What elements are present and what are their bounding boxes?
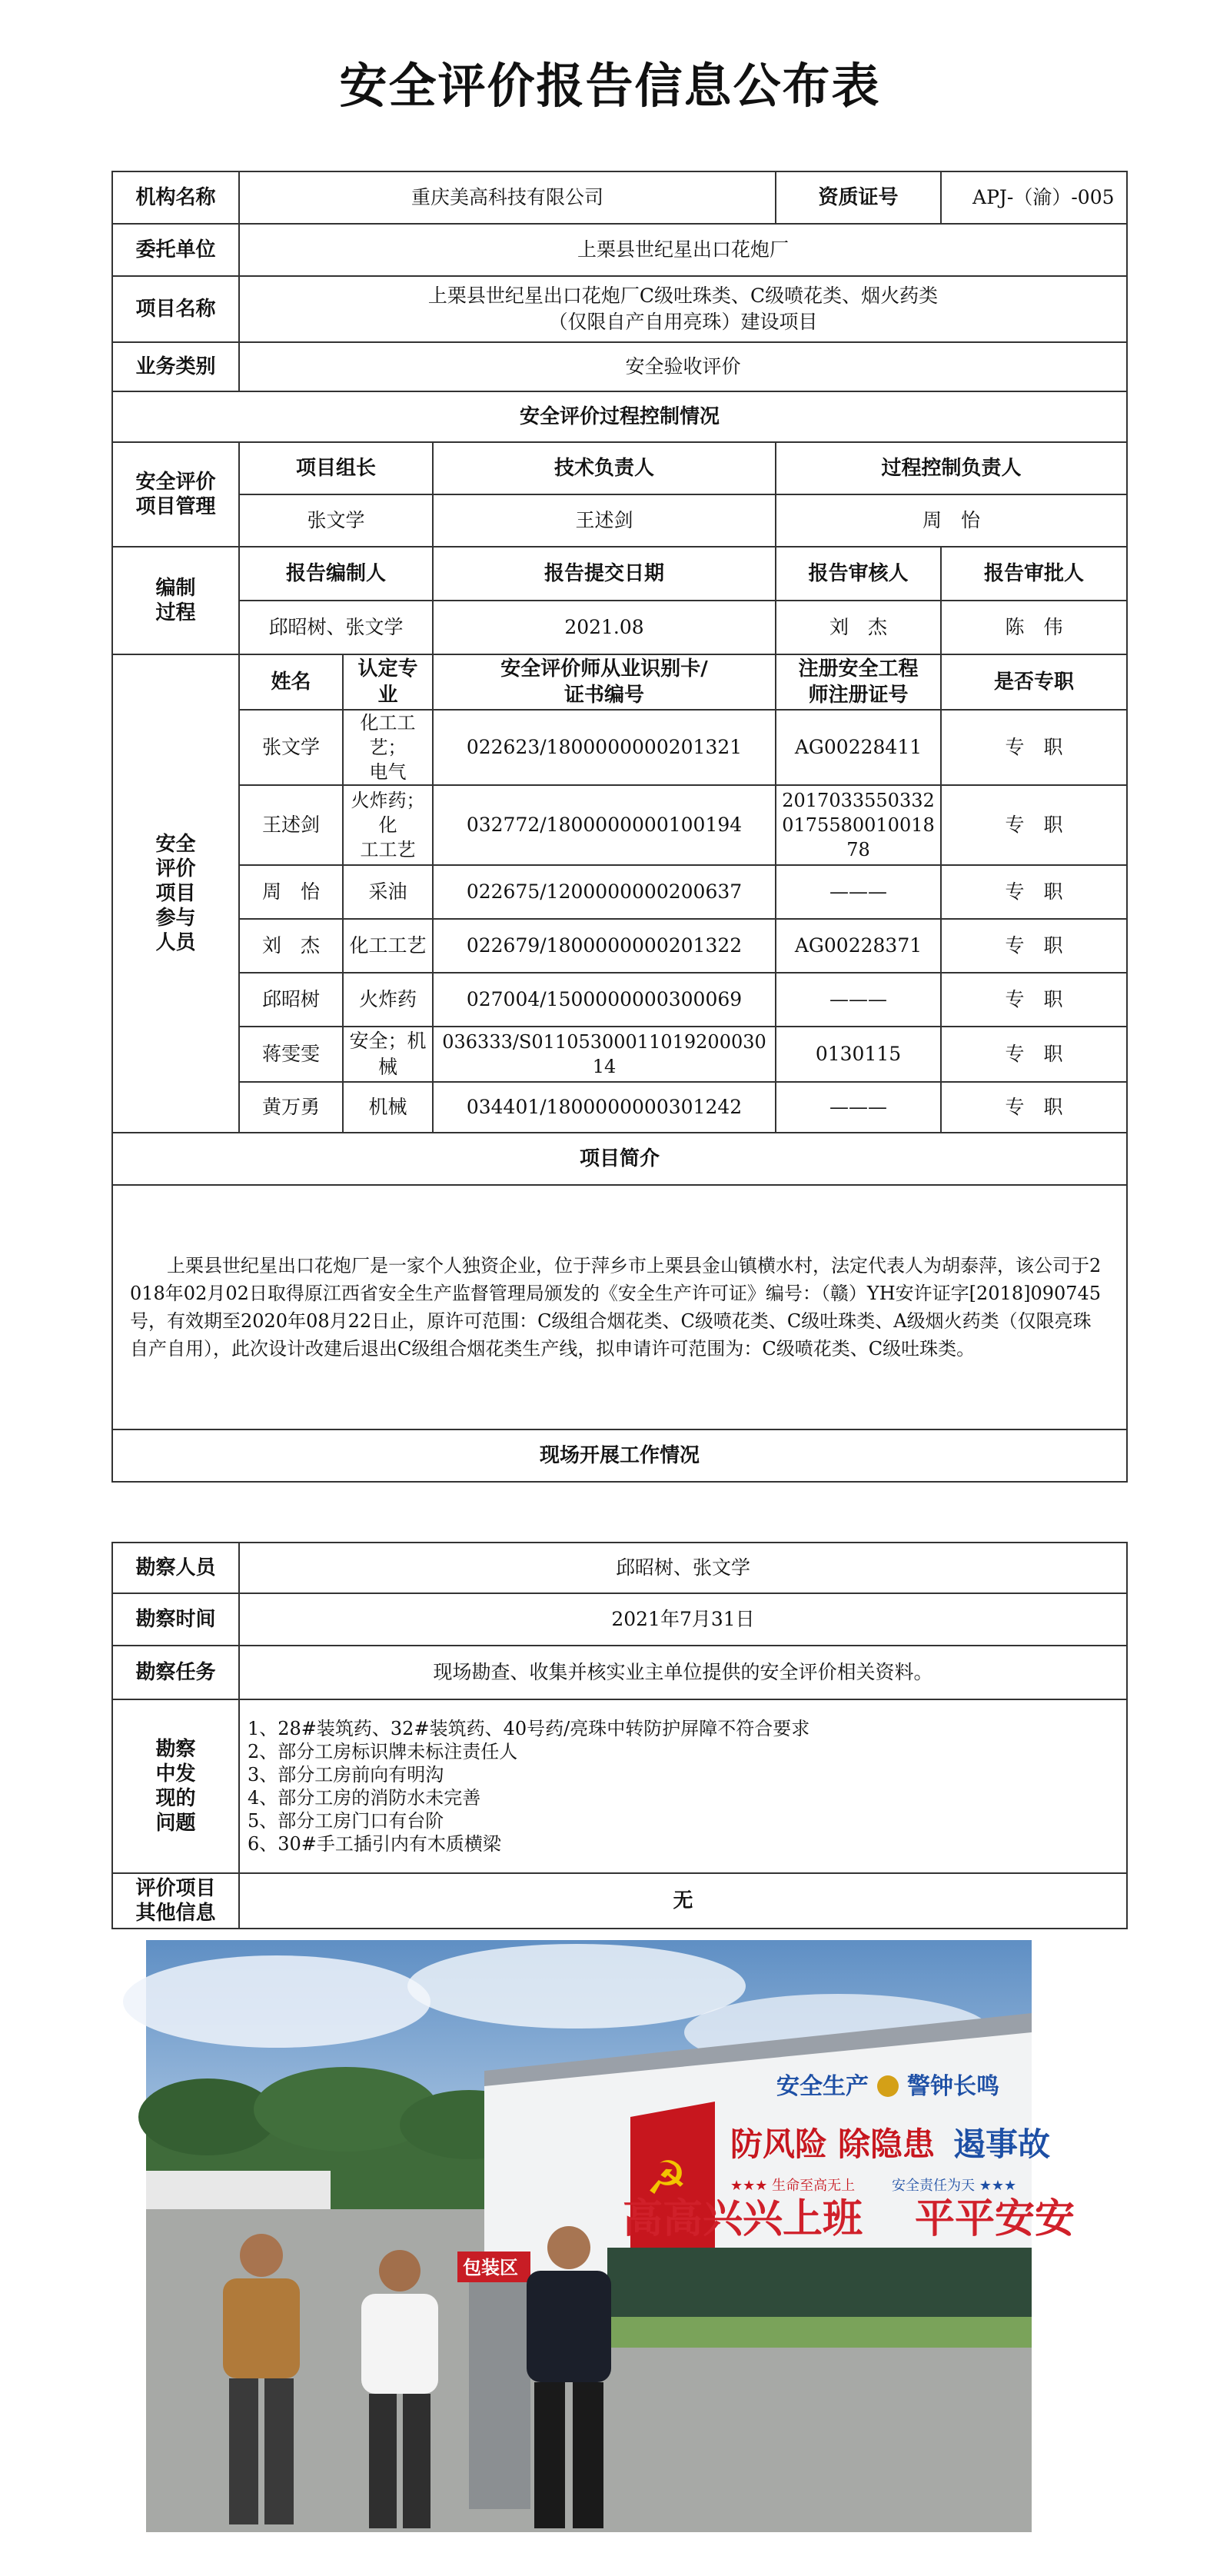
list-item: 2、部分工房标识牌未标注责任人 — [248, 1741, 518, 1762]
compile-author: 邱昭树、张文学 — [239, 601, 433, 654]
business-value: 安全验收评价 — [239, 342, 1127, 391]
person-cert: 032772/1800000000100194 — [433, 785, 776, 865]
personnel-label-3: 项目 — [155, 882, 196, 905]
personnel-header-reg-line-1: 注册安全工程 — [798, 657, 919, 681]
list-item: 5、部分工房门口有台阶 — [248, 1810, 444, 1832]
person-major-line-2: 电气 — [369, 761, 407, 783]
org-name-label: 机构名称 — [112, 171, 239, 224]
project-label: 项目名称 — [112, 276, 239, 342]
compile-label-line-1: 编制 — [155, 577, 196, 600]
list-item: 6、30#手工插引内有木质横梁 — [248, 1833, 501, 1855]
person-fulltime: 专 职 — [941, 1027, 1127, 1082]
fence — [607, 2248, 1032, 2317]
intro-body — [112, 1185, 1127, 1429]
compile-header-approver: 报告审批人 — [941, 547, 1127, 601]
personnel-header-cert-line-1: 安全评价师从业识别卡/ — [500, 657, 708, 681]
person-cert: 022623/1800000000201321 — [433, 710, 776, 785]
project-line-2: （仅限自产自用亮珠）建设项目 — [548, 311, 818, 333]
management-label-line-2: 项目管理 — [135, 495, 216, 518]
personnel-header-cert-line-2: 证书编号 — [564, 684, 645, 707]
page-title: 安全评价报告信息公布表 — [339, 58, 881, 114]
list-item: 1、28#装筑药、32#装筑药、40号药/亮珠中转防护屏障不符合要求 — [248, 1718, 810, 1739]
personnel-label-4: 参与 — [155, 907, 196, 930]
compile-date: 2021.08 — [433, 601, 776, 654]
client-value: 上栗县世纪星出口花炮厂 — [239, 224, 1127, 276]
project-line-1: 上栗县世纪星出口花炮厂C级吐珠类、C级喷花类、烟火药类 — [427, 285, 939, 307]
sign-title-2: 警钟长鸣 — [907, 2073, 999, 2100]
compile-header-author: 报告编制人 — [239, 547, 433, 601]
person-major — [343, 710, 433, 785]
person-major-line-1: 火炸药；化 — [351, 790, 425, 836]
person-major: 火炸药 — [343, 973, 433, 1027]
cloud — [407, 1944, 746, 2029]
survey-time-label: 勘察时间 — [112, 1593, 239, 1646]
person-reg: AG00228411 — [776, 710, 941, 785]
mgmt-header-process: 过程控制负责人 — [776, 442, 1127, 494]
person-reg — [776, 785, 941, 865]
compile-label — [112, 547, 239, 654]
person-name: 张文学 — [239, 710, 343, 785]
survey-time: 2021年7月31日 — [239, 1593, 1127, 1646]
person-cert — [433, 1027, 776, 1082]
mgmt-header-tech: 技术负责人 — [433, 442, 776, 494]
survey-people: 邱昭树、张文学 — [239, 1543, 1127, 1593]
business-label: 业务类别 — [112, 342, 239, 391]
process-section-heading: 安全评价过程控制情况 — [112, 391, 1127, 442]
person-fulltime: 专 职 — [941, 710, 1127, 785]
sign-line-3: 遏事故 — [953, 2125, 1051, 2163]
person-reg: AG00228371 — [776, 919, 941, 973]
table-row — [112, 919, 1127, 973]
sign-small-2: 安全责任为天 ★★★ — [892, 2178, 1017, 2194]
person-name: 黄万勇 — [239, 1082, 343, 1133]
cloud — [123, 1955, 430, 2048]
person-name: 刘 杰 — [239, 919, 343, 973]
sign-line-1: 防风险 — [730, 2125, 828, 2163]
project-value — [239, 276, 1127, 342]
issues-label-2: 中发 — [155, 1762, 196, 1786]
person-name: 王述剑 — [239, 785, 343, 865]
person-major: 采油 — [343, 865, 433, 919]
table-row — [112, 973, 1127, 1027]
person-reg-line-2: 0175580010018 — [782, 814, 935, 836]
person-cert: 034401/1800000000301242 — [433, 1082, 776, 1133]
person-cert-line-2: 14 — [592, 1056, 617, 1077]
mgmt-leader: 张文学 — [239, 494, 433, 547]
site-photo — [146, 1940, 1075, 2532]
sign-banner-2: 平平安安 — [915, 2196, 1075, 2242]
survey-table — [111, 1542, 1128, 1929]
personnel-header-fulltime: 是否专职 — [941, 654, 1127, 710]
hammer-sickle-icon: ☭ — [646, 2152, 687, 2205]
sign-line-2: 除隐患 — [838, 2125, 936, 2163]
survey-people-label: 勘察人员 — [112, 1543, 239, 1593]
survey-issues-list — [239, 1699, 1127, 1873]
packing-sign: 包装区 — [463, 2257, 518, 2278]
person-reg: ——— — [776, 865, 941, 919]
management-label-line-1: 安全评价 — [135, 471, 216, 494]
person-reg-line-1: 2017033550332 — [782, 790, 935, 811]
person-cert: 022679/1800000000201322 — [433, 919, 776, 973]
list-item: 4、部分工房的消防水未完善 — [248, 1787, 481, 1809]
person-fulltime: 专 职 — [941, 919, 1127, 973]
org-name: 重庆美高科技有限公司 — [239, 171, 776, 224]
person-major-line-2: 工工艺 — [360, 839, 416, 860]
mgmt-process: 周 怡 — [776, 494, 1127, 547]
table-row — [112, 865, 1127, 919]
person-cert: 022675/1200000000200637 — [433, 865, 776, 919]
personnel-label-5: 人员 — [155, 931, 196, 954]
emblem-icon — [877, 2075, 899, 2097]
table-row — [112, 1027, 1127, 1082]
person-name: 邱昭树 — [239, 973, 343, 1027]
person-fulltime: 专 职 — [941, 785, 1127, 865]
survey-task-label: 勘察任务 — [112, 1646, 239, 1699]
person-reg: ——— — [776, 973, 941, 1027]
survey-task: 现场勘查、收集并核实业主单位提供的安全评价相关资料。 — [239, 1646, 1127, 1699]
personnel-header-cert — [433, 654, 776, 710]
other-info-label-line-1: 评价项目 — [135, 1877, 216, 1900]
person-cert: 027004/1500000000300069 — [433, 973, 776, 1027]
report-info-table — [111, 171, 1128, 1483]
compile-approver: 陈 伟 — [941, 601, 1127, 654]
cert-number: APJ-（渝）-005 — [941, 171, 1127, 224]
person-major — [343, 785, 433, 865]
mgmt-header-leader: 项目组长 — [239, 442, 433, 494]
table-row — [112, 710, 1127, 785]
compile-header-date: 报告提交日期 — [433, 547, 776, 601]
cert-label: 资质证号 — [776, 171, 941, 224]
lawn — [607, 2317, 1032, 2348]
survey-issues-label — [112, 1699, 239, 1873]
issues-label-4: 问题 — [155, 1812, 196, 1835]
client-label: 委托单位 — [112, 224, 239, 276]
compile-header-reviewer: 报告审核人 — [776, 547, 941, 601]
issues-label-3: 现的 — [155, 1787, 196, 1810]
management-label — [112, 442, 239, 547]
person-fulltime: 专 职 — [941, 865, 1127, 919]
table-row — [112, 1082, 1127, 1133]
person-reg-line-3: 78 — [846, 839, 870, 860]
other-info-label-line-2: 其他信息 — [135, 1902, 216, 1925]
personnel-header-major: 认定专业 — [343, 654, 433, 710]
person-fulltime: 专 职 — [941, 1082, 1127, 1133]
compile-label-line-2: 过程 — [155, 601, 196, 624]
person-reg: 0130115 — [776, 1027, 941, 1082]
other-info-label — [112, 1873, 239, 1929]
person-major: 化工工艺 — [343, 919, 433, 973]
field-section-heading: 现场开展工作情况 — [112, 1429, 1127, 1482]
sign-small-1: ★★★ 生命至高无上 — [730, 2178, 856, 2194]
personnel-label-1: 安全 — [155, 833, 196, 856]
personnel-header-name: 姓名 — [239, 654, 343, 710]
sign-post — [469, 2278, 530, 2509]
compile-reviewer: 刘 杰 — [776, 601, 941, 654]
personnel-label — [112, 654, 239, 1133]
personnel-header-reg-line-2: 师注册证号 — [808, 684, 909, 707]
person-fulltime: 专 职 — [941, 973, 1127, 1027]
sign-title: 安全生产 — [776, 2073, 869, 2100]
table-row — [112, 785, 1127, 865]
issues-label-1: 勘察 — [155, 1738, 196, 1761]
person-major-line-1: 化工工艺； — [360, 712, 416, 758]
mgmt-tech: 王述剑 — [433, 494, 776, 547]
other-info-value: 无 — [239, 1873, 1127, 1929]
person-major: 机械 — [343, 1082, 433, 1133]
person-cert-line-1: 036333/S01105300011019200030 — [442, 1031, 766, 1053]
person-reg: ——— — [776, 1082, 941, 1133]
person-name: 蒋雯雯 — [239, 1027, 343, 1082]
intro-heading: 项目简介 — [112, 1133, 1127, 1185]
personnel-label-2: 评价 — [155, 857, 196, 880]
intro-text: 上栗县世纪星出口花炮厂是一家个人独资企业，位于萍乡市上栗县金山镇横水村，法定代表人为胡泰萍，该公司于2018年02月02日取得原江西省安全生产监督管理局颁发的《安全生产许可证》编号：（赣）YH安许证字[2018]090745号，有效期至2020年08月22日止，原许可范围：C级组合烟花类、C级喷花类、C级吐珠类、A级烟火药类（仅限亮珠自产自用），此次设计改建后退出C级组合烟花类生产线，拟申请许可范围为：C级喷花类、C级吐珠类。 — [130, 1255, 1102, 1360]
list-item: 3、部分工房前向有明沟 — [248, 1764, 444, 1786]
personnel-header-reg — [776, 654, 941, 710]
person-major: 安全；机械 — [343, 1027, 433, 1082]
person-name: 周 怡 — [239, 865, 343, 919]
sign-banner: 高高兴兴上班 — [623, 2196, 863, 2242]
